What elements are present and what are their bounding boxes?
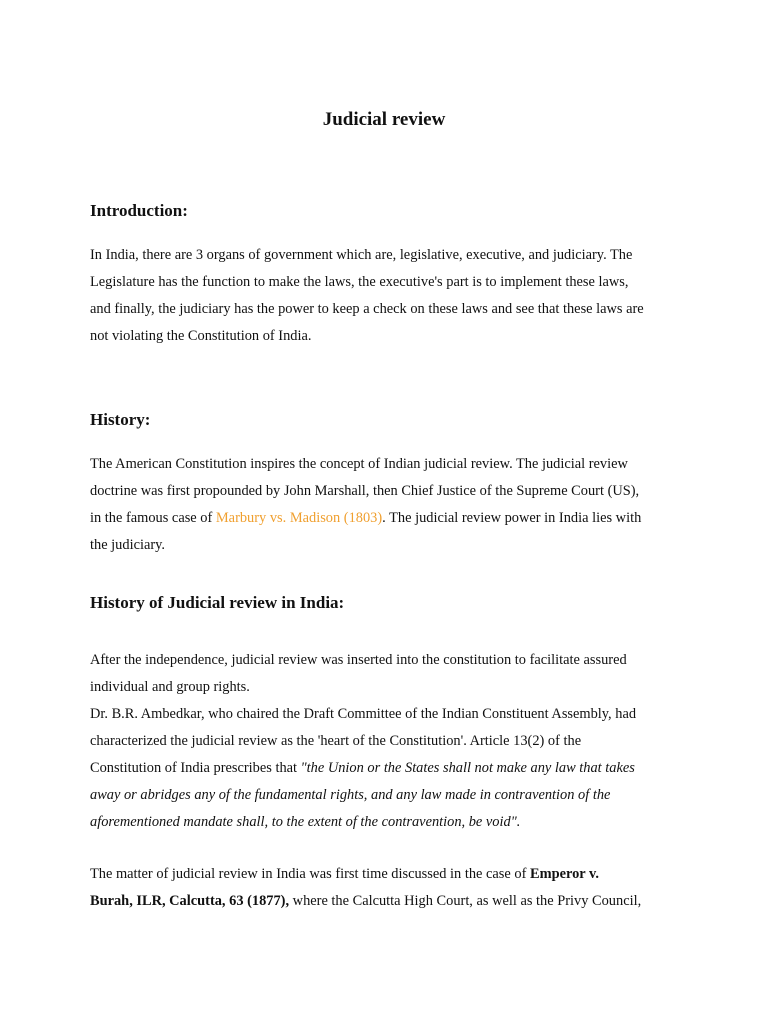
article-13-quote-line-3: aforementioned mandate shall, to the extent of the contravention, be void". xyxy=(90,814,521,830)
history-line-4: the judiciary. xyxy=(90,537,165,553)
article-13-quote-start: "the Union or the States shall not make any law that takes xyxy=(300,760,635,776)
introduction-line-4: not violating the Constitution of India. xyxy=(90,328,312,344)
history-india-p2-line-3 xyxy=(90,755,680,782)
history-india-p1-line-1: After the independence, judicial review was inserted into the constitution to facilitate assured xyxy=(90,652,627,668)
introduction-heading: Introduction: xyxy=(90,201,188,220)
history-line-3-text: in the famous case of xyxy=(90,510,216,526)
history-india-p3-line-2-text: where the Calcutta High Court, as well as the Privy Council, xyxy=(289,893,642,909)
history-india-p3-line-1-text: The matter of judicial review in India was first time discussed in the case of xyxy=(90,866,530,882)
marbury-madison-link[interactable]: Marbury vs. Madison (1803) xyxy=(215,510,383,526)
case-citation-end: Burah, ILR, Calcutta, 63 (1877), xyxy=(90,893,290,909)
introduction-line-1: In India, there are 3 organs of government which are, legislative, executive, and judiciary. The xyxy=(90,247,633,263)
history-line-3 xyxy=(90,505,680,532)
history-india-p3-line-2 xyxy=(90,888,680,915)
document-title: Judicial review xyxy=(322,109,446,130)
introduction-line-3: and finally, the judiciary has the power to keep a check on these laws and see that these laws are xyxy=(90,301,644,317)
history-line-2: doctrine was first propounded by John Marshall, then Chief Justice of the Supreme Court (US), xyxy=(90,483,640,499)
case-citation-start: Emperor v. xyxy=(529,866,600,882)
history-india-p2-line-3-text: Constitution of India prescribes that xyxy=(90,760,301,776)
introduction-paragraph xyxy=(90,242,680,350)
history-india-p3-line-1 xyxy=(90,861,680,888)
history-line-1: The American Constitution inspires the concept of Indian judicial review. The judicial review xyxy=(90,456,628,472)
introduction-line-2: Legislature has the function to make the laws, the executive's part is to implement these laws, xyxy=(90,274,629,290)
history-india-paragraph-3 xyxy=(90,861,680,915)
history-india-heading: History of Judicial review in India: xyxy=(90,593,345,612)
history-india-p1-line-2: individual and group rights. xyxy=(90,679,250,695)
article-13-quote-line-2: away or abridges any of the fundamental rights, and any law made in contravention of the xyxy=(90,787,611,803)
history-paragraph xyxy=(90,451,680,559)
history-india-p2-line-1: Dr. B.R. Ambedkar, who chaired the Draft Committee of the Indian Constituent Assembly, had xyxy=(90,706,637,722)
history-india-p2-line-2: characterized the judicial review as the 'heart of the Constitution'. Article 13(2) of the xyxy=(90,733,582,749)
history-india-paragraph-1 xyxy=(90,647,680,836)
history-heading: History: xyxy=(90,410,151,429)
history-line-3-tail: . The judicial review power in India lies with xyxy=(382,510,642,526)
